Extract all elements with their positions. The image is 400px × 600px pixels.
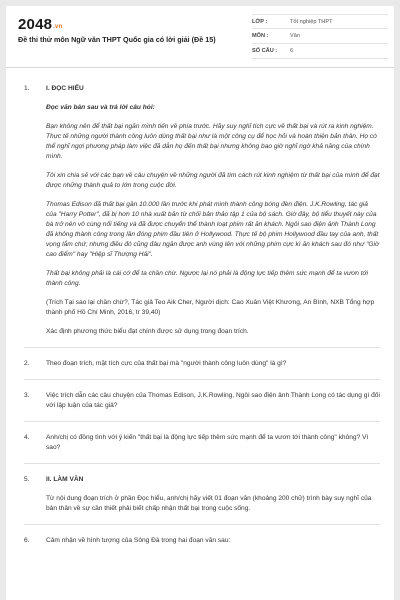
- divider: [24, 421, 380, 422]
- meta-label: SỐ CÂU :: [252, 48, 278, 54]
- question-text: Theo đoạn trích, mặt tích cực của thất bại mà "người thành công luôn dùng" là gì?: [46, 360, 287, 367]
- meta-row-count: [252, 44, 388, 59]
- question-text: Cảm nhận về hình tượng của Sông Đà trong hai đoạn văn sau:: [46, 537, 231, 544]
- passage-paragraph: Bạn không nên để thất bại ngăn mình tiến về phía trước. Hãy suy nghĩ tích cực về thất bại và rút ra kinh nghiệm. Thực tế những người thành công luôn dùng thất bại như là một công cụ để học hỏi và hoàn thiện bản thân. Họ có thể nghĩ ngợi phương pháp làm việc đã dẫn họ đến thất bại nhưng không bao giờ nghĩ ngờ khả năng của chính mình.: [46, 123, 377, 160]
- section-heading: II. LÀM VĂN: [46, 476, 84, 483]
- question-number: 2.: [24, 360, 30, 367]
- passage-paragraph: Thất bại không phải là cái cớ để ta chần chừ. Ngược lại nó phải là động lực tiếp thêm sức mạnh để ta vươn tới thành công.: [46, 270, 369, 287]
- site-logo[interactable]: 2048.vn: [18, 16, 63, 33]
- question-text: Anh/chị có đồng tình với ý kiến "thất bại là động lực tiếp thêm sức mạnh để ta vươn tới thành công" không? Vì sao?: [46, 434, 369, 451]
- exam-header: [6, 6, 394, 68]
- meta-value: Tốt nghiệp THPT: [290, 18, 333, 25]
- question-number: 1.: [24, 85, 30, 92]
- question-number: 6.: [24, 537, 30, 544]
- question-2: [24, 359, 380, 369]
- meta-value: Văn: [290, 33, 300, 39]
- question-body: [46, 475, 380, 514]
- question-text: Từ nội dung đoạn trích ở phần Đọc hiểu, anh/chị hãy viết 01 đoạn văn (khoảng 200 chữ) trình bày suy nghĩ của bản thân về sự cần thiết phải biết chấp nhận thất bại trong cuộc sống.: [46, 495, 372, 512]
- passage-paragraph: Thomas Edison đã thất bại gần 10.000 lần trước khi phát minh thành công bóng đèn điện. J.K.Rowling, tác giả của "Harry Potter", đã bị hơn 10 nhà xuất bản từ chối bản thảo tập 1 của bộ sách. Giờ đây, bộ tiểu thuyết này của bà trở nên vô cùng nổi tiếng và đã được chuyển thể thành loạt phim rất ăn khách. Ngôi sao điện ảnh Thành Long đã không thành công trong lần đóng phim đầu tiên ở Hollywood. Thực tế bộ phim Hollywood đầu tay của anh, thất vọng lắm chứ; nhưng điều đó cũng đâu ngăn được anh vùng lên với những phim cực kì ăn khách sau đó như "Giờ cao điểm" hay "Hiệp sĩ Thượng Hải".: [46, 201, 379, 258]
- passage-paragraph: Tôi xin chia sẻ với các bạn về câu chuyện về những người đã tìm cách rút kinh nghiệm từ thất bại của mình để đạt được những thành quả to lớn trong cuộc đời.: [46, 172, 380, 189]
- question-3: [24, 391, 380, 411]
- question-number: 5.: [24, 476, 30, 483]
- question-1: [24, 84, 380, 337]
- meta-row-class: [252, 14, 388, 29]
- question-4: [24, 433, 380, 453]
- meta-value: 6: [290, 48, 294, 54]
- meta-label: LỚP :: [252, 18, 268, 25]
- question-body: [46, 84, 380, 337]
- question-number: 4.: [24, 434, 30, 441]
- reading-intro: Đọc văn bản sau và trả lời câu hỏi:: [46, 104, 155, 111]
- divider: [24, 379, 380, 380]
- exam-content: [6, 68, 394, 546]
- meta-label: MÔN :: [252, 33, 269, 39]
- passage-citation: (Trích Tại sao lại chần chừ?, Tác giả Teo Aik Cher, Người dịch: Cao Xuân Việt Khương, An Bình, NXB Tổng hợp thành phố Hồ Chí Minh, 2016, tr 39,40): [46, 299, 375, 316]
- section-heading: I. ĐỌC HIỂU: [46, 85, 84, 92]
- exam-meta-table: [252, 14, 388, 59]
- question-6: [24, 536, 380, 546]
- meta-row-subject: [252, 29, 388, 44]
- exam-page: [6, 6, 394, 600]
- question-number: 3.: [24, 392, 30, 399]
- question-5: [24, 475, 380, 514]
- divider: [24, 463, 380, 464]
- question-text: Việc trích dẫn các câu chuyện của Thomas Edison, J.K.Rowling, Ngôi sao điện ảnh Thành Long có tác dụng gì đối với lập luận của tác giả?: [46, 392, 380, 409]
- divider: [24, 347, 380, 348]
- divider: [24, 524, 380, 525]
- exam-title: Đề thi thử môn Ngữ văn THPT Quốc gia có lời giải (Đề 15): [18, 35, 216, 44]
- question-task: Xác định phương thức biểu đạt chính được sử dụng trong đoạn trích.: [46, 328, 249, 335]
- logo-suffix: .vn: [53, 24, 63, 30]
